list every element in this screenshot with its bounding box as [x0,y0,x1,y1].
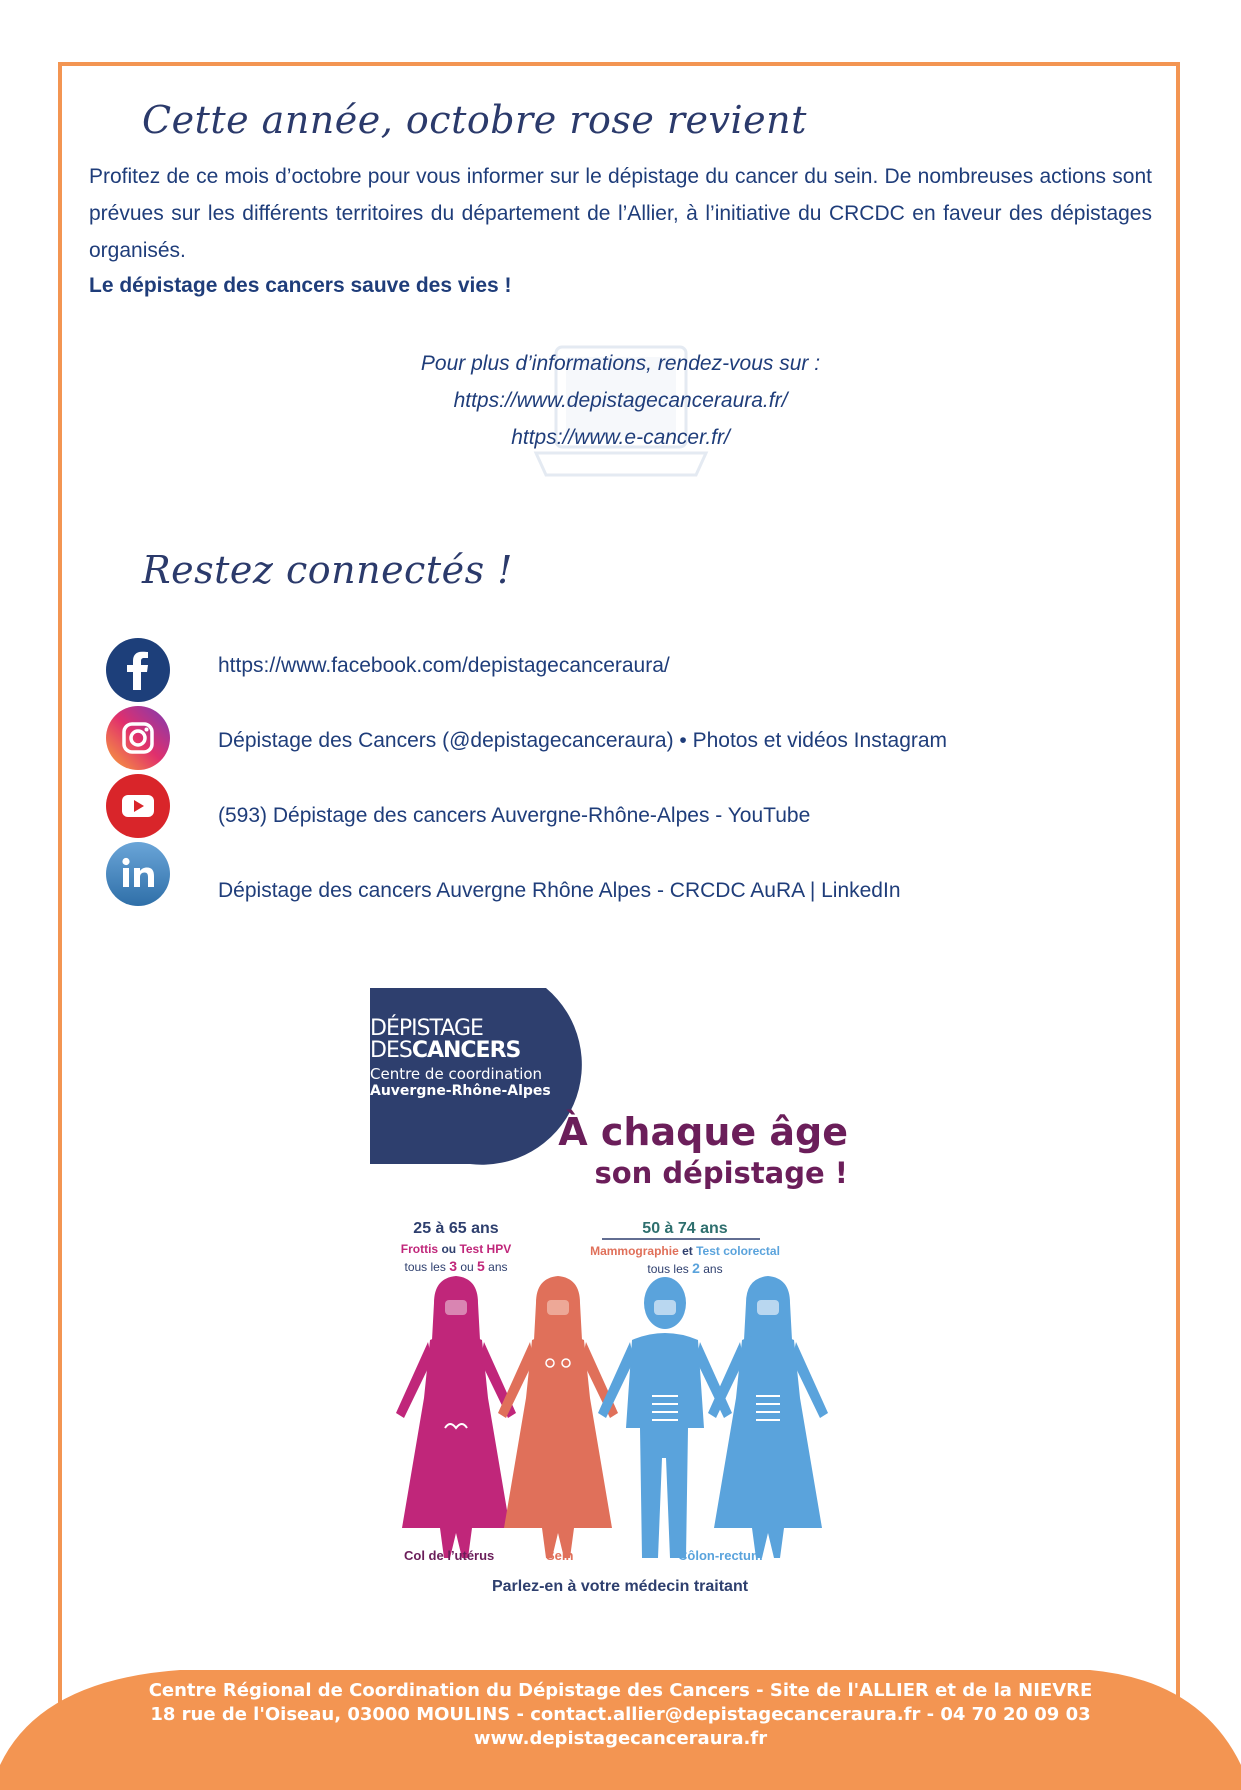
logo-line3: Centre de coordination [370,1065,543,1083]
poster-headline-2: son dépistage ! [594,1156,848,1190]
youtube-icon[interactable] [106,774,170,838]
label-colon-rectum: Côlon-rectum [678,1548,763,1563]
linkedin-icon[interactable] [106,842,170,906]
group2-ans: ans [699,1262,723,1276]
figure-colon-man [598,1277,732,1558]
logo-des: DES [370,1038,412,1063]
link-e-cancer[interactable]: https://www.e-cancer.fr/ [511,426,730,449]
slogan: Le dépistage des cancers sauve des vies ! [89,274,512,297]
footer-line2: 18 rue de l'Oiseau, 03000 MOULINS - contact.allier@depistagecanceraura.fr - 04 70 20 09 03 [150,1704,1091,1725]
youtube-link[interactable]: (593) Dépistage des cancers Auvergne-Rhône-Alpes - YouTube [218,804,811,827]
group1-test-hpv: Test HPV [459,1242,512,1256]
group2-tous-les: tous les [647,1262,693,1276]
screening-poster [370,988,870,1598]
group1-ans: ans [484,1260,508,1274]
group1-frequency [370,1258,542,1274]
group2-frequency [560,1260,810,1276]
mask-2 [547,1300,569,1315]
mask-3 [654,1300,676,1315]
group1-tous-les: tous les [404,1260,450,1274]
facebook-link[interactable]: https://www.facebook.com/depistagecanceraura/ [218,654,670,677]
section-title-octobre-rose: Cette année, octobre rose revient [142,98,807,142]
group2-tests [560,1244,810,1258]
logo-line4: Auvergne-Rhône-Alpes [370,1083,551,1099]
figure-breast [498,1276,618,1558]
figure-uterus [396,1276,516,1558]
label-sein: Sein [546,1548,574,1563]
group1-frottis: Frottis [400,1242,439,1256]
group2-test-colorectal: Test colorectal [696,1244,780,1258]
section-title-restez-connectes: Restez connectés ! [142,548,513,592]
figure-colon-woman [708,1276,828,1558]
group1-3: 3 [449,1258,457,1274]
info-intro: Pour plus d’informations, rendez-vous sur : [420,352,821,375]
intro-paragraph: Profitez de ce mois d’octobre pour vous informer sur le dépistage du cancer du sein. De nombreuses actions sont prévues sur les différents territoires du département de l’Allier, à l’initiative du CRCDC en faveur des dépistages organisés. [89,165,1152,262]
label-col-uterus: Col de l’utérus [404,1548,495,1563]
poster-headline-1: À chaque âge [558,1110,848,1154]
group1-ou2: ou [457,1260,478,1274]
instagram-link[interactable]: Dépistage des Cancers (@depistagecanceraura) • Photos et vidéos Instagram [218,729,948,752]
group1-ou: ou [438,1242,460,1256]
logo-cancers: CANCERS [411,1038,521,1063]
group2-age: 50 à 74 ans [642,1220,728,1237]
group1-age: 25 à 65 ans [413,1220,499,1237]
group1-tests [370,1242,542,1256]
logo-line2 [370,1040,520,1062]
group2-2: 2 [692,1260,700,1276]
instagram-icon[interactable] [106,706,170,770]
mask-4 [757,1300,779,1315]
group2-et: et [678,1244,697,1258]
link-depistagecanceraura[interactable]: https://www.depistagecanceraura.fr/ [453,389,788,412]
group2-mammographie: Mammographie [590,1244,679,1258]
group1-5: 5 [477,1258,485,1274]
linkedin-link[interactable]: Dépistage des cancers Auvergne Rhône Alpes - CRCDC AuRA | LinkedIn [218,879,901,902]
logo-line1: DÉPISTAGE [370,1016,483,1041]
footer-website[interactable]: www.depistagecanceraura.fr [473,1728,768,1749]
footer-line1: Centre Régional de Coordination du Dépistage des Cancers - Site de l'ALLIER et de la NIEVRE [148,1680,1093,1701]
mask-1 [445,1300,467,1315]
facebook-icon[interactable] [106,638,170,702]
poster-footer: Parlez-en à votre médecin traitant [491,1578,749,1595]
